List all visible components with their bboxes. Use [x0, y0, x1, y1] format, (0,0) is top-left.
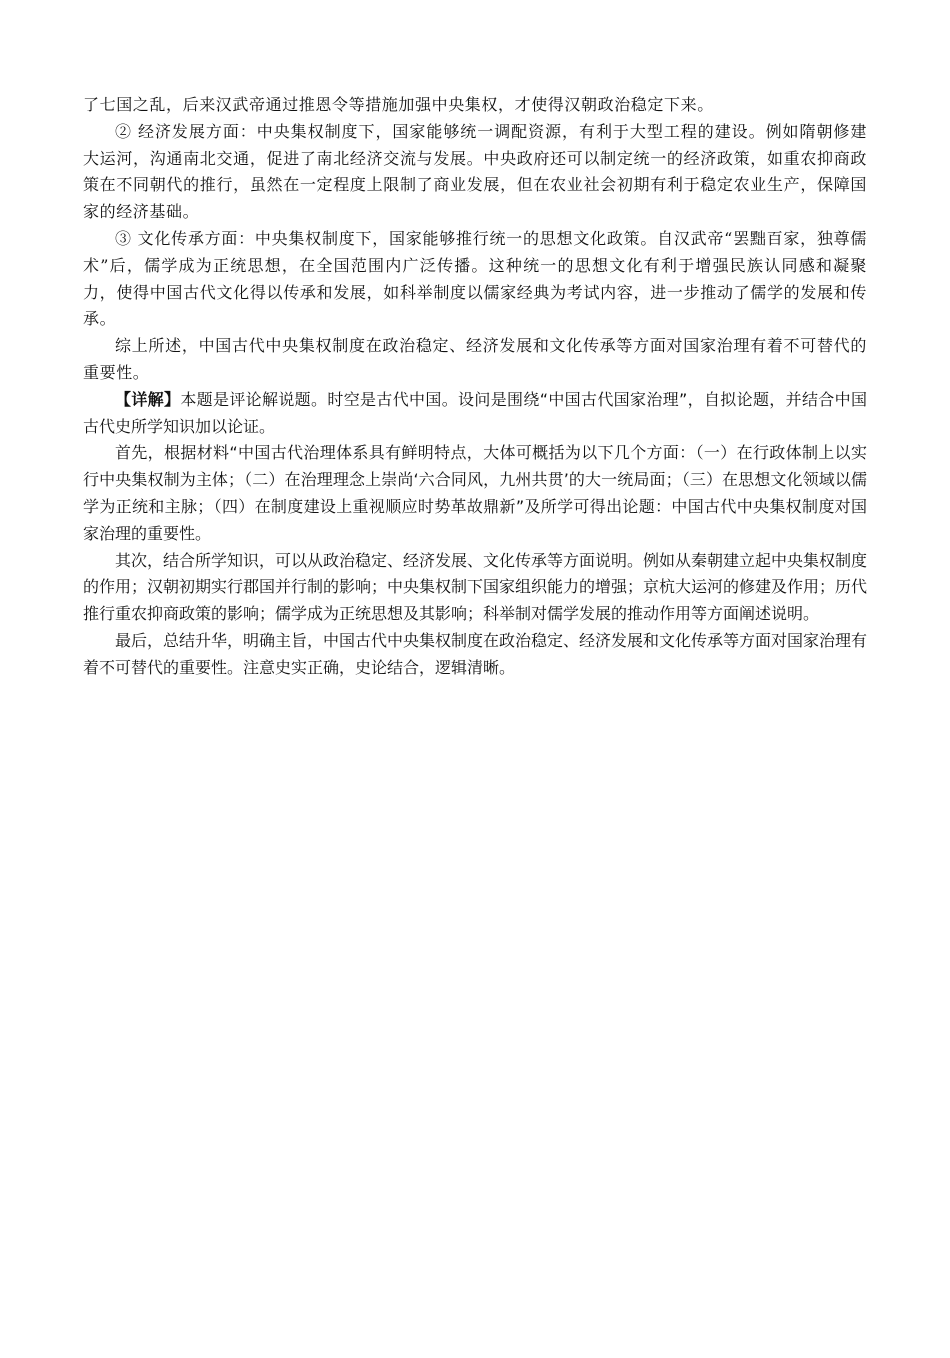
- answer-paragraph-conclusion: 综上所述，中国古代中央集权制度在政治稳定、经济发展和文化传承等方面对国家治理有着不可替代的重要性。: [83, 336, 867, 382]
- explanation-intro: [83, 387, 867, 441]
- answer-paragraph-economic: ② 经济发展方面：中央集权制度下，国家能够统一调配资源，有利于大型工程的建设。例如隋朝修建大运河，沟通南北交通，促进了南北经济交流与发展。中央政府还可以制定统一的经济政策，如重农抑商政策在不同朝代的推行，虽然在一定程度上限制了商业发展，但在农业社会初期有利于稳定农业生产，保障国家的经济基础。: [83, 121, 867, 222]
- explanation-label: 【详解】: [115, 389, 181, 409]
- explanation-section: [83, 387, 867, 682]
- answer-paragraph-culture: ③ 文化传承方面：中央集权制度下，国家能够推行统一的思想文化政策。自汉武帝“罢黜百家，独尊儒术”后，儒学成为正统思想，在全国范围内广泛传播。这种统一的思想文化有利于增强民族认同感和凝聚力，使得中国古代文化得以传承和发展，如科举制度以儒家经典为考试内容，进一步推动了儒学的发展和传承。: [83, 228, 867, 329]
- answer-paragraph-continuation: 了七国之乱，后来汉武帝通过推恩令等措施加强中央集权，才使得汉朝政治稳定下来。: [83, 95, 714, 114]
- explanation-step-second: 其次，结合所学知识，可以从政治稳定、经济发展、文化传承等方面说明。例如从秦朝建立起中央集权制度的作用；汉朝初期实行郡国并行制的影响；中央集权制下国家组织能力的增强；京杭大运河的修建及作用；历代推行重农抑商政策的影响；儒学成为正统思想及其影响；科举制对儒学发展的推动作用等方面阐述说明。: [83, 550, 868, 624]
- document-page: [83, 92, 867, 682]
- explanation-step-final: 最后，总结升华，明确主旨，中国古代中央集权制度在政治稳定、经济发展和文化传承等方面对国家治理有着不可替代的重要性。注意史实正确，史论结合，逻辑清晰。: [83, 630, 868, 677]
- answer-section: [83, 92, 867, 387]
- explanation-step-first: 首先，根据材料“中国古代治理体系具有鲜明特点，大体可概括为以下几个方面：（一）在行政体制上以实行中央集权制为主体；（二）在治理理念上崇尚‘六合同风，九州共贯’的大一统局面；（三）在思想文化领域以儒学为正统和主脉；（四）在制度建设上重视顺应时势革故鼎新”及所学可得出论题：中国古代中央集权制度对国家治理的重要性。: [83, 443, 867, 543]
- explanation-intro-text: 本题是评论解说题。时空是古代中国。设问是围绕“中国古代国家治理”，自拟论题，并结合中国古代史所学知识加以论证。: [83, 389, 867, 436]
